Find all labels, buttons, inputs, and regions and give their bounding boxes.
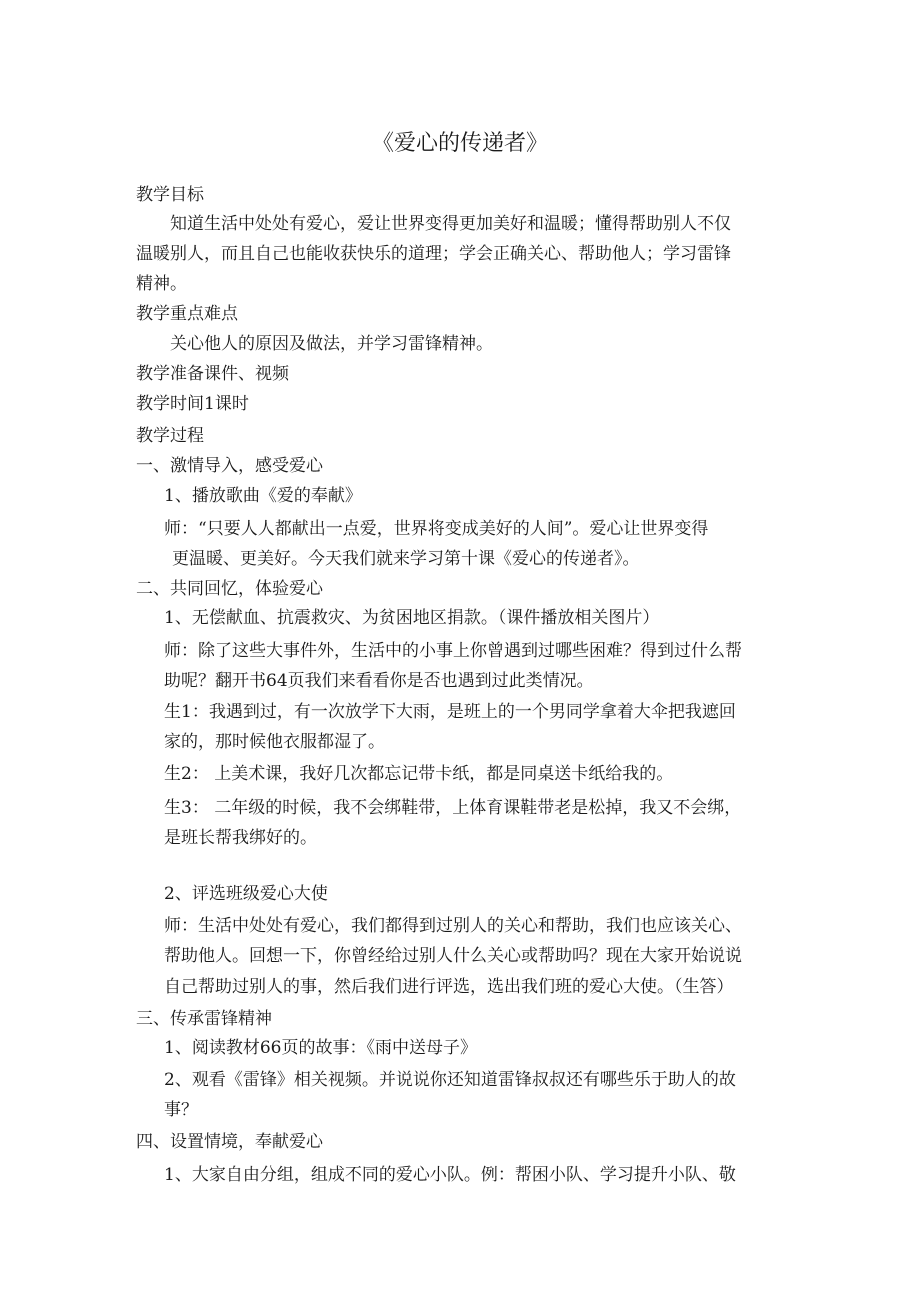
- student-answer-3: 生3： 二年级的时候，我不会绑鞋带，上体育课鞋带老是松掉，我又不会绑，: [164, 798, 742, 818]
- section-heading-4: 四、设置情境，奉献爱心: [136, 1132, 323, 1152]
- heading-process: 教学过程: [136, 426, 204, 446]
- paragraph-line: 是班长帮我绑好的。: [164, 828, 317, 848]
- list-item: 1、阅读教材66页的故事：《雨中送母子》: [164, 1038, 477, 1058]
- list-item: 1、大家自由分组，组成不同的爱心小队。例：帮困小队、学习提升小队、敬: [164, 1165, 736, 1185]
- paragraph-line: 师：“只要人人都献出一点爱，世界将变成美好的人间”。爱心让世界变得: [164, 519, 709, 539]
- section-heading-2: 二、共同回忆，体验爱心: [136, 579, 323, 599]
- list-item: 2、评选班级爱心大使: [164, 884, 328, 904]
- paragraph-line: 家的，那时候他衣服都湿了。: [164, 732, 385, 752]
- section-heading-1: 一、激情导入，感受爱心: [136, 456, 323, 476]
- heading-preparation: 教学准备课件、视频: [136, 364, 289, 384]
- paragraph-line: 知道生活中处处有爱心，爱让世界变得更加美好和温暖；懂得帮助别人不仅: [170, 214, 731, 234]
- student-answer-2: 生2： 上美术课，我好几次都忘记带卡纸，都是同桌送卡纸给我的。: [164, 764, 674, 784]
- paragraph-line: 精神。: [136, 274, 187, 294]
- list-item: 2、观看《雷锋》相关视频。并说说你还知道雷锋叔叔还有哪些乐于助人的故: [164, 1070, 736, 1090]
- paragraph-line: 帮助他人。回想一下，你曾经给过别人什么关心或帮助吗？现在大家开始说说: [164, 946, 742, 966]
- list-item: 1、播放歌曲《爱的奉献》: [164, 486, 362, 506]
- heading-time: 教学时间1课时: [136, 394, 249, 414]
- paragraph-line: 温暖别人，而且自己也能收获快乐的道理；学会正确关心、帮助他人；学习雷锋: [136, 244, 731, 264]
- paragraph-line: 助呢？翻开书64页我们来看看你是否也遇到过此类情况。: [164, 671, 594, 691]
- list-item: 1、无偿献血、抗震救灾、为贫困地区捐款。（课件播放相关图片）: [164, 608, 660, 628]
- document-title: 《爱心的传递者》: [371, 131, 548, 156]
- paragraph-line: 事？: [164, 1100, 198, 1120]
- paragraph-line: 师：生活中处处有爱心，我们都得到过别人的关心和帮助，我们也应该关心、: [164, 916, 742, 936]
- paragraph-line: 关心他人的原因及做法，并学习雷锋精神。: [170, 334, 493, 354]
- paragraph-line: 师：除了这些大事件外，生活中的小事上你曾遇到过哪些困难？得到过什么帮: [164, 641, 742, 661]
- section-heading-3: 三、传承雷锋精神: [136, 1009, 272, 1029]
- heading-key-points: 教学重点难点: [136, 304, 238, 324]
- heading-teaching-goals: 教学目标: [136, 185, 204, 205]
- paragraph-line: 更温暖、更美好。今天我们就来学习第十课《爱心的传递者》。: [172, 549, 640, 569]
- paragraph-line: 自己帮助过别人的事，然后我们进行评选，选出我们班的爱心大使。（生答）: [164, 977, 734, 997]
- student-answer-1: 生1：我遇到过，有一次放学下大雨，是班上的一个男同学拿着大伞把我遮回: [164, 702, 736, 722]
